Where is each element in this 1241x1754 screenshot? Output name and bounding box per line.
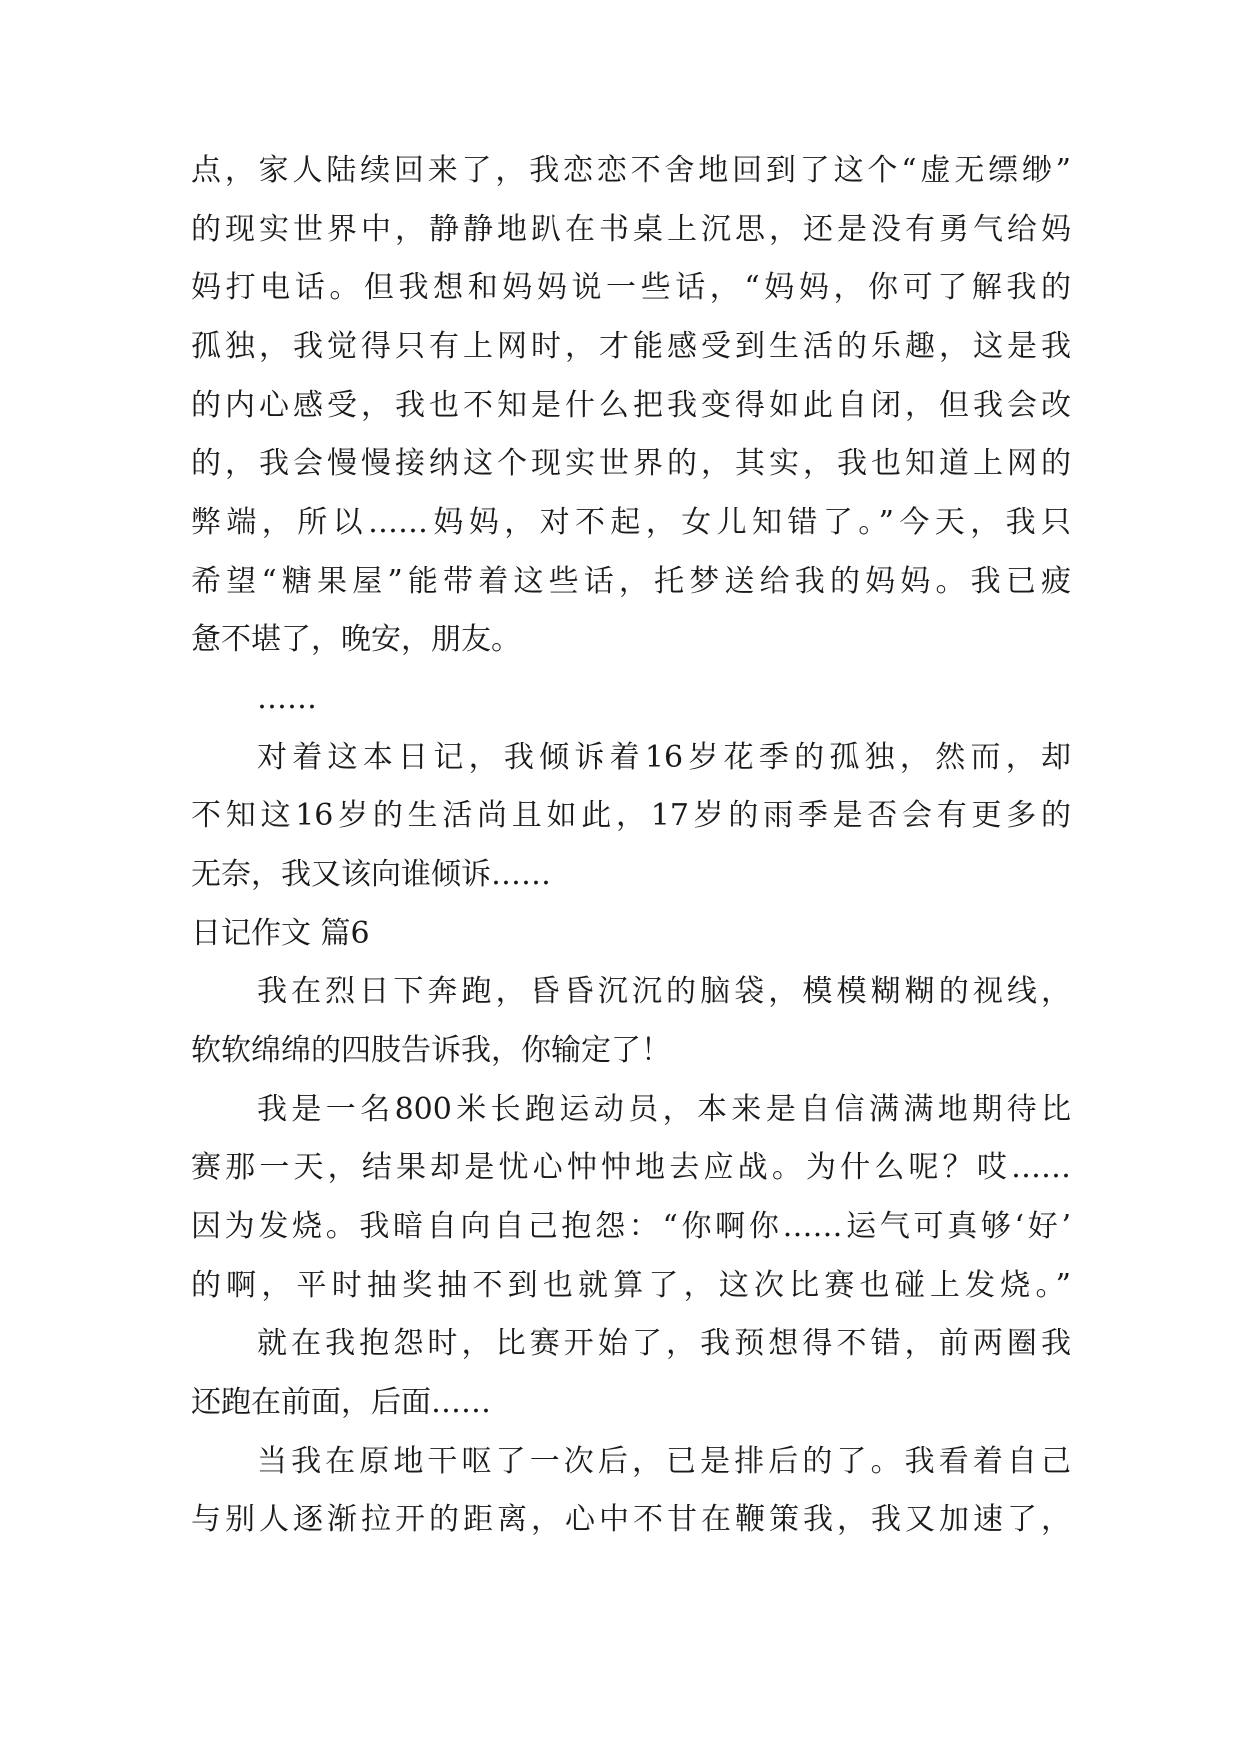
text-line: 还跑在前面，后面…… bbox=[191, 1385, 491, 1420]
text-line: 点，家人陆续回来了，我恋恋不舍地回到了这个“虚无缥缈” bbox=[191, 153, 1071, 188]
ellipsis-line: …… bbox=[257, 681, 317, 716]
text-line: 不知这16岁的生活尚且如此，17岁的雨季是否会有更多的 bbox=[191, 798, 1071, 833]
text-line: 对着这本日记，我倾诉着16岁花季的孤独，然而，却 bbox=[257, 740, 1071, 775]
text-line: 我在烈日下奔跑，昏昏沉沉的脑袋，模模糊糊的视线， bbox=[257, 974, 1071, 1009]
text-line: 当我在原地干呕了一次后，已是排后的了。我看着自己 bbox=[257, 1444, 1071, 1479]
text-line: 因为发烧。我暗自向自己抱怨：“你啊你……运气可真够‘好’ bbox=[191, 1209, 1071, 1244]
text-line: 我是一名800米长跑运动员，本来是自信满满地期待比 bbox=[257, 1092, 1071, 1127]
text-line: 与别人逐渐拉开的距离，心中不甘在鞭策我，我又加速了， bbox=[191, 1502, 1071, 1537]
text-line: 惫不堪了，晚安，朋友。 bbox=[191, 622, 521, 657]
text-line: 赛那一天，结果却是忧心忡忡地去应战。为什么呢？哎…… bbox=[191, 1150, 1071, 1185]
text-line: 孤独，我觉得只有上网时，才能感受到生活的乐趣，这是我 bbox=[191, 329, 1071, 364]
text-line: 的现实世界中，静静地趴在书桌上沉思，还是没有勇气给妈 bbox=[191, 212, 1071, 247]
text-line: 妈打电话。但我想和妈妈说一些话，“妈妈，你可了解我的 bbox=[191, 270, 1071, 305]
text-line: 无奈，我又该向谁倾诉…… bbox=[191, 857, 551, 892]
text-line: 希望“糖果屋”能带着这些话，托梦送给我的妈妈。我已疲 bbox=[191, 564, 1071, 599]
text-line: 的啊，平时抽奖抽不到也就算了，这次比赛也碰上发烧。” bbox=[191, 1268, 1071, 1303]
text-line: 弊端，所以……妈妈，对不起，女儿知错了。”今天，我只 bbox=[191, 505, 1071, 540]
text-line: 软软绵绵的四肢告诉我，你输定了！ bbox=[191, 1033, 671, 1068]
section-title: 日记作文 篇6 bbox=[191, 916, 370, 951]
text-line: 的，我会慢慢接纳这个现实世界的，其实，我也知道上网的 bbox=[191, 446, 1071, 481]
text-line: 的内心感受，我也不知是什么把我变得如此自闭，但我会改 bbox=[191, 388, 1071, 423]
text-line: 就在我抱怨时，比赛开始了，我预想得不错，前两圈我 bbox=[257, 1326, 1071, 1361]
